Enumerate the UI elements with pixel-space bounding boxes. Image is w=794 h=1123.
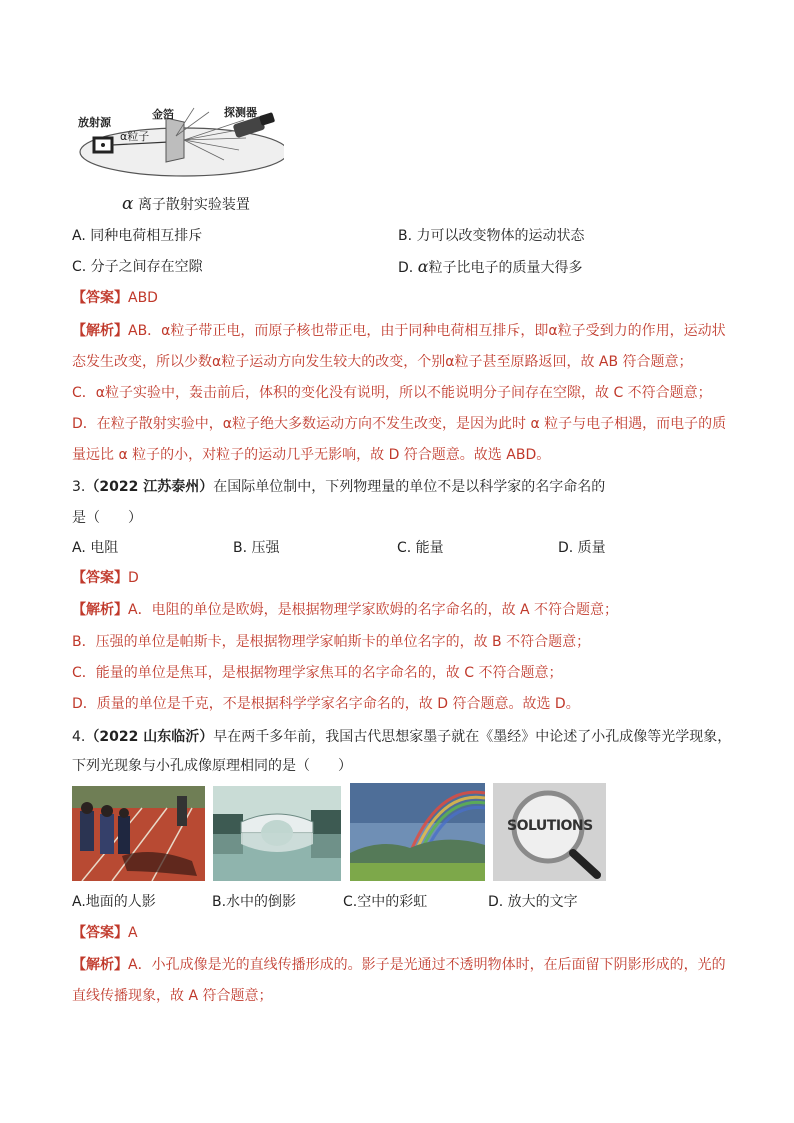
- label-particle: α粒子: [120, 130, 150, 143]
- answer-value: ABD: [128, 290, 158, 306]
- apparatus-figure: [74, 100, 284, 180]
- q3-analysis-line-1: [72, 600, 618, 620]
- analysis-label: 【解析】: [72, 323, 128, 339]
- q2-option-d: [398, 257, 583, 278]
- q4-caption-a: A.地面的人影: [72, 894, 156, 910]
- label-source: 放射源: [78, 116, 111, 129]
- analysis-text: A．电阻的单位是欧姆，是根据物理学家欧姆的名字命名的，故 A 不符合题意；: [128, 602, 619, 618]
- q3-stem-line-1: [72, 477, 605, 497]
- q4-caption-d: D. 放大的文字: [488, 894, 578, 910]
- q4-caption-c: C.空中的彩虹: [343, 894, 428, 910]
- q3-stem-line-2: 是（ ）: [72, 510, 142, 526]
- caption-text: 离子散射实验装置: [137, 197, 250, 213]
- magnified-word: SOLUTIONS: [507, 818, 593, 834]
- q3-number: 3.: [72, 479, 86, 495]
- analysis-label: 【解析】: [72, 602, 128, 618]
- answer-label: 【答案】: [72, 290, 128, 306]
- apparatus-caption: [122, 194, 250, 214]
- q3-option-a: A. 电阻: [72, 540, 119, 556]
- q3-stem-text: 在国际单位制中，下列物理量的单位不是以科学家的名字命名的: [213, 479, 606, 495]
- q3-option-b: B. 压强: [233, 540, 280, 556]
- q2-option-d-symbol: α: [417, 257, 429, 276]
- q3-source: （2022 江苏泰州）: [85, 479, 214, 495]
- q3-analysis-line-4: D．质量的单位是千克，不是根据科学学家名字命名的，故 D 符合题意。故选 D。: [72, 696, 580, 712]
- q3-analysis-line-2: B．压强的单位是帕斯卡，是根据物理学家帕斯卡的单位名字的，故 B 不符合题意；: [72, 634, 591, 650]
- q2-option-d-prefix: D.: [398, 260, 414, 276]
- label-detector: 探测器: [224, 106, 257, 119]
- analysis-label: 【解析】: [72, 957, 128, 973]
- answer-value: A: [128, 925, 138, 941]
- q4-stem-text: 早在两千多年前，我国古代思想家墨子就在《墨经》中论述了小孔成像等光学现象，: [213, 729, 732, 745]
- shadow-scene-drawing: [72, 786, 205, 881]
- bridge-reflection-drawing: [213, 786, 341, 881]
- q3-option-c: C. 能量: [397, 540, 444, 556]
- q3-analysis-line-3: C．能量的单位是焦耳，是根据物理学家焦耳的名字命名的，故 C 不符合题意；: [72, 665, 563, 681]
- answer-label: 【答案】: [72, 925, 128, 941]
- q2-analysis-line-4: D．在粒子散射实验中，α粒子绝大多数运动方向不发生改变，是因为此时 α 粒子与电子相遇，而电子的质: [72, 416, 727, 432]
- q2-analysis-line-2: 态发生改变，所以少数α粒子运动方向发生较大的改变，个别α粒子甚至原路返回，故 AB 符合题意；: [72, 354, 693, 370]
- analysis-text: AB．α粒子带正电，而原子核也带正电，由于同种电荷相互排斥，即α粒子受到力的作用，运动状: [128, 323, 726, 339]
- q4-stem-line-2: 下列光现象与小孔成像原理相同的是（ ）: [72, 758, 352, 774]
- answer-value: D: [128, 570, 139, 586]
- q3-option-d: D. 质量: [558, 540, 606, 556]
- q4-answer: [72, 923, 138, 943]
- photo-magnifier: [493, 783, 606, 881]
- q2-analysis-line-1: [72, 321, 726, 341]
- photo-reflection: [213, 786, 341, 881]
- q4-analysis-line-1: [72, 955, 726, 975]
- q4-source: （2022 山东临沂）: [85, 729, 214, 745]
- label-foil: 金箔: [152, 108, 174, 121]
- rainbow-drawing: [350, 783, 485, 881]
- q2-analysis-line-3: C．α粒子实验中，轰击前后，体积的变化没有说明，所以不能说明分子间存在空隙，故 C 不符合题意；: [72, 385, 712, 401]
- q2-option-a: A. 同种电荷相互排斥: [72, 228, 203, 244]
- caption-alpha-symbol: α: [122, 194, 134, 214]
- q4-number: 4.: [72, 729, 86, 745]
- q4-stem-line-1: [72, 727, 731, 747]
- q2-answer: [72, 288, 158, 308]
- q4-analysis-line-2: 直线传播现象，故 A 符合题意；: [72, 988, 273, 1004]
- analysis-text: A．小孔成像是光的直线传播形成的。影子是光通过不透明物体时，在后面留下阴影形成的，光的: [128, 957, 726, 973]
- photo-rainbow: [350, 783, 485, 881]
- q4-caption-b: B.水中的倒影: [212, 894, 297, 910]
- q3-answer: [72, 568, 139, 588]
- q2-option-c: C. 分子之间存在空隙: [72, 259, 203, 275]
- answer-label: 【答案】: [72, 570, 128, 586]
- q2-analysis-line-5: 量远比 α 粒子的小，对粒子的运动几乎无影响，故 D 符合题意。故选 ABD。: [72, 447, 551, 463]
- photo-shadows: [72, 786, 205, 881]
- q2-option-b: B. 力可以改变物体的运动状态: [398, 228, 585, 244]
- q2-option-d-text: 粒子比电子的质量大得多: [428, 260, 583, 276]
